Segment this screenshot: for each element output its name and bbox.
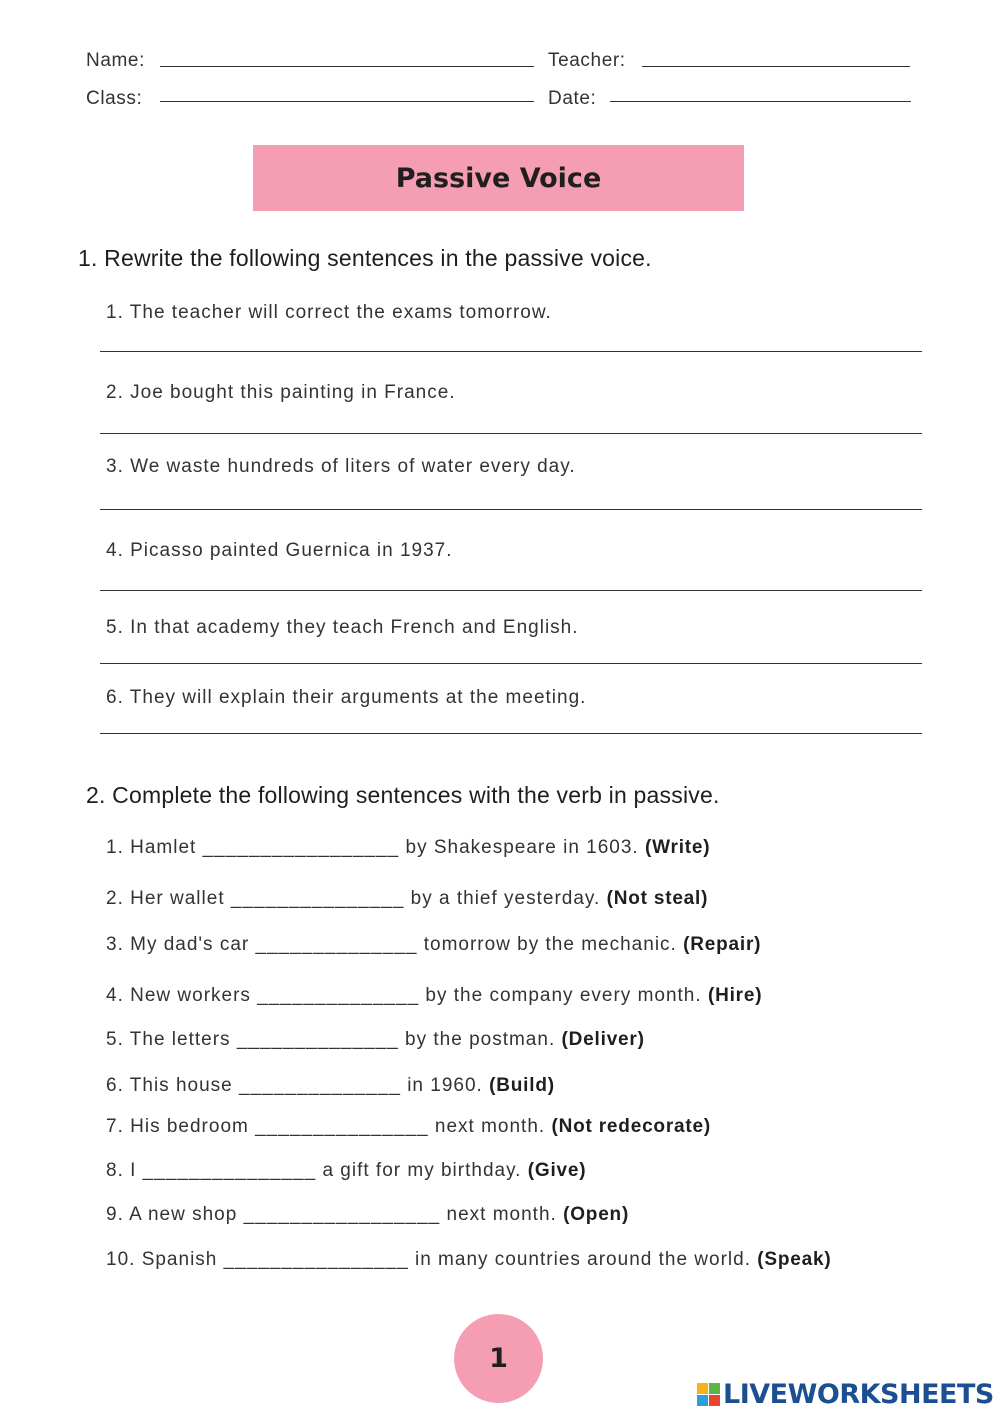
verb-hint: (Not steal) bbox=[606, 888, 709, 909]
verb-hint: (Not redecorate) bbox=[551, 1116, 712, 1137]
answer-line[interactable] bbox=[100, 733, 922, 734]
class-label: Class: bbox=[86, 88, 143, 109]
sentence-text: 3. My dad's car ______________ tomorrow by the mechanic. bbox=[106, 934, 677, 955]
answer-line[interactable] bbox=[100, 590, 922, 591]
section2-item[interactable] bbox=[106, 985, 762, 1007]
sentence-text: 1. Hamlet _________________ by Shakespeare in 1603. bbox=[106, 837, 639, 858]
name-label: Name: bbox=[86, 50, 145, 71]
section1-item: 2. Joe bought this painting in France. bbox=[106, 382, 456, 403]
verb-hint: (Build) bbox=[489, 1075, 555, 1096]
teacher-label: Teacher: bbox=[548, 50, 626, 71]
page-number: 1 bbox=[489, 1343, 508, 1374]
verb-hint: (Give) bbox=[527, 1160, 587, 1181]
sentence-text: 9. A new shop _________________ next month. bbox=[106, 1204, 557, 1225]
liveworksheets-logo-icon bbox=[697, 1383, 720, 1406]
verb-hint: (Open) bbox=[563, 1204, 630, 1225]
section2-item[interactable] bbox=[106, 1160, 586, 1182]
logo-text: LIVEWORKSHEETS bbox=[723, 1378, 994, 1410]
section2-item[interactable] bbox=[106, 888, 708, 910]
section2-heading: 2. Complete the following sentences with the verb in passive. bbox=[86, 782, 720, 808]
sentence-text: 8. I _______________ a gift for my birthday. bbox=[106, 1160, 522, 1181]
sentence-text: 4. New workers ______________ by the company every month. bbox=[106, 985, 702, 1006]
answer-line[interactable] bbox=[100, 509, 922, 510]
section1-heading: 1. Rewrite the following sentences in the passive voice. bbox=[78, 245, 652, 271]
page-title: Passive Voice bbox=[395, 162, 602, 194]
verb-hint: (Repair) bbox=[683, 934, 762, 955]
sentence-text: 10. Spanish ________________ in many countries around the world. bbox=[106, 1249, 751, 1270]
verb-hint: (Deliver) bbox=[561, 1029, 645, 1050]
verb-hint: (Write) bbox=[645, 837, 711, 858]
section1-item: 6. They will explain their arguments at the meeting. bbox=[106, 687, 587, 708]
section2-item[interactable] bbox=[106, 1116, 711, 1138]
sentence-text: 6. This house ______________ in 1960. bbox=[106, 1075, 483, 1096]
section2-item[interactable] bbox=[106, 934, 761, 956]
answer-line[interactable] bbox=[100, 663, 922, 664]
verb-hint: (Hire) bbox=[707, 985, 763, 1006]
verb-hint: (Speak) bbox=[757, 1249, 832, 1270]
class-field[interactable] bbox=[160, 101, 534, 102]
sentence-text: 7. His bedroom _______________ next month. bbox=[106, 1116, 546, 1137]
name-field[interactable] bbox=[160, 66, 534, 67]
answer-line[interactable] bbox=[100, 433, 922, 434]
teacher-field[interactable] bbox=[642, 66, 910, 67]
page-number-badge bbox=[454, 1314, 543, 1403]
date-field[interactable] bbox=[610, 101, 911, 102]
sentence-text: 2. Her wallet _______________ by a thief yesterday. bbox=[106, 888, 601, 909]
sentence-text: 5. The letters ______________ by the postman. bbox=[106, 1029, 556, 1050]
section1-item: 4. Picasso painted Guernica in 1937. bbox=[106, 540, 453, 561]
section2-item[interactable] bbox=[106, 1029, 645, 1051]
section1-item: 1. The teacher will correct the exams tomorrow. bbox=[106, 302, 552, 323]
title-banner bbox=[253, 145, 744, 211]
liveworksheets-logo[interactable] bbox=[697, 1379, 994, 1409]
date-label: Date: bbox=[548, 88, 597, 109]
section2-item[interactable] bbox=[106, 1249, 832, 1271]
section1-item: 3. We waste hundreds of liters of water every day. bbox=[106, 456, 576, 477]
section2-item[interactable] bbox=[106, 1075, 555, 1097]
section1-item: 5. In that academy they teach French and English. bbox=[106, 617, 579, 638]
section2-item[interactable] bbox=[106, 837, 710, 859]
answer-line[interactable] bbox=[100, 351, 922, 352]
section2-item[interactable] bbox=[106, 1204, 629, 1226]
